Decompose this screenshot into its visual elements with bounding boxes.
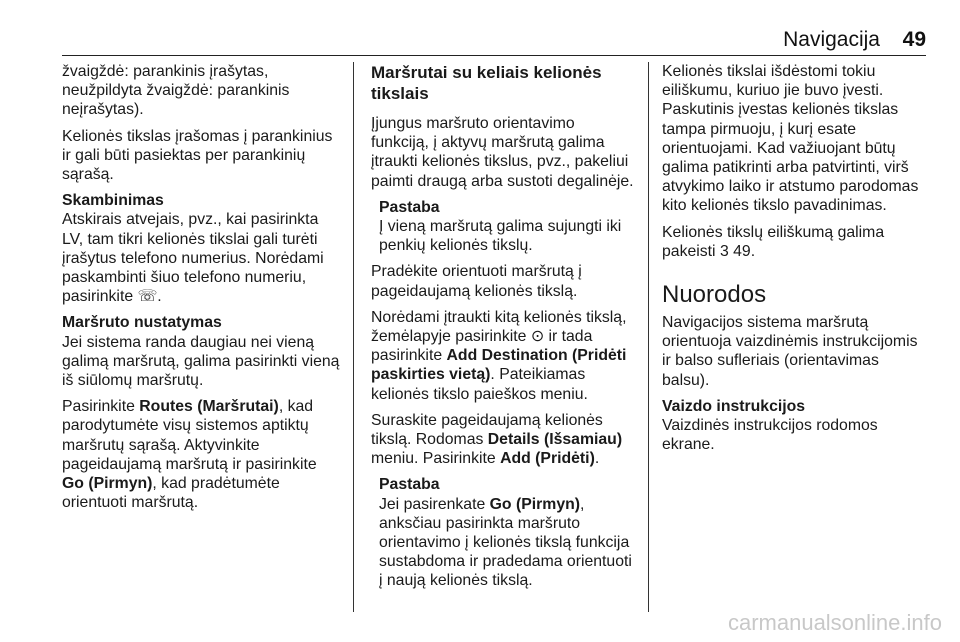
section-heading-directions: Nuorodos [662, 281, 767, 309]
section-subheading-route: Maršruto nustatymas [62, 314, 222, 332]
header-rule [62, 55, 926, 56]
paragraph: Kelionės tikslas įrašomas į parankinius ir gali būti pasiektas per parankinių sąrašą. [62, 127, 333, 184]
paragraph: Jei sistema randa daugiau nei vieną galimą maršrutą, galima pasirinkti vieną iš siūlomų maršrutų. [62, 333, 340, 390]
column-1 [62, 62, 340, 519]
menu-term-add-destination: Add Destination (Pridėti paskirties vietą) [371, 347, 627, 384]
page-number: 49 [902, 28, 926, 51]
paragraph: Pasirinkite Routes (Maršrutai), kad parodytumėte visų sistemos aptiktų maršrutų sąrašą. Aktyvinkite pageidaujamą maršrutą ir pasirinkite Go (Pirmyn), kad pradėtumėte orientuoti maršrutą. [62, 398, 317, 512]
page-reference: 3 49 [719, 242, 751, 260]
paragraph: Pradėkite orientuoti maršrutą į pageidaujamą kelionės tikslą. [371, 263, 582, 300]
map-target-icon: ⊙ [530, 328, 545, 346]
note-box [371, 475, 637, 590]
note-text: Į vieną maršrutą galima sujungti iki penkių kelionės tikslų. [379, 218, 622, 255]
running-title: Navigacija [783, 28, 880, 51]
note-title: Pastaba [379, 476, 440, 494]
section-subheading-video: Vaizdo instrukcijos [662, 397, 806, 415]
paragraph: Norėdami įtraukti kitą kelionės tikslą, žemėlapyje pasirinkite ⊙ ir tada pasirinkite Add Destination (Pridėti paskirties vietą). Pateikiamas kelionės tikslo paieškos meniu. [371, 308, 627, 403]
column-3 [662, 62, 930, 461]
note-box [371, 198, 637, 256]
phone-icon: ☏ [137, 288, 158, 306]
section-heading-multi-destination: Maršrutai su keliais kelionės tikslais [371, 63, 602, 103]
section-subheading-calling: Skambinimas [62, 192, 164, 210]
menu-term-go: Go (Pirmyn) [62, 475, 153, 493]
paragraph: Įjungus maršruto orientavimo funkciją, į aktyvų maršrutą galima įtraukti kelionės tikslus, pvz., pakeliui paimti draugą arba sustoti degalinėje. [371, 115, 634, 190]
watermark: carmanualsonline.info [727, 610, 942, 635]
page-header [0, 0, 960, 56]
note-text: Jei pasirenkate Go (Pirmyn), anksčiau pasirinkta maršruto orientavimo į kelionės tikslą funkcija sustabdoma ir pradedama orientuoti į naują kelionės tikslą. [379, 495, 632, 590]
column-divider-1 [353, 62, 354, 612]
paragraph: žvaigždė: parankinis įrašytas, neužpildyta žvaigždė: parankinis neįrašytas). [62, 63, 290, 119]
column-divider-2 [648, 62, 649, 612]
paragraph: Kelionės tikslų eiliškumą galima pakeisti 3 49. [662, 223, 885, 260]
paragraph: Atskirais atvejais, pvz., kai pasirinkta LV, tam tikri kelionės tikslai gali turėti įrašytus telefono numerius. Norėdami paskambinti šiuo telefono numeriu, pasirinkite ☏. [62, 211, 324, 306]
column-2 [371, 62, 637, 598]
note-title: Pastaba [379, 198, 440, 216]
menu-term-routes: Routes (Maršrutai) [139, 398, 279, 416]
paragraph: Suraskite pageidaujamą kelionės tikslą. Rodomas Details (Išsamiau) meniu. Pasirinkite Add (Pridėti). [371, 411, 623, 468]
paragraph: Kelionės tikslai išdėstomi tokiu eiliškumu, kuriuo jie buvo įvesti. Paskutinis įvestas kelionės tikslas tampa pirmuoju, į kurį esate orientuojami. Kad važiuojant būtų galima patikrinti arba patvirtinti, virš atvykimo laiko ir atstumo parodomas kito kelionės tikslo pavadinimas. [662, 63, 919, 215]
menu-term-add: Add (Pridėti) [500, 450, 595, 468]
menu-term-details: Details (Išsamiau) [487, 431, 623, 449]
menu-term-go: Go (Pirmyn) [489, 495, 581, 513]
paragraph: Vaizdinės instrukcijos rodomos ekrane. [662, 417, 878, 454]
paragraph: Navigacijos sistema maršrutą orientuoja vaizdinėmis instrukcijomis ir balso sufleriais (orientavimas balsu). [662, 314, 918, 389]
